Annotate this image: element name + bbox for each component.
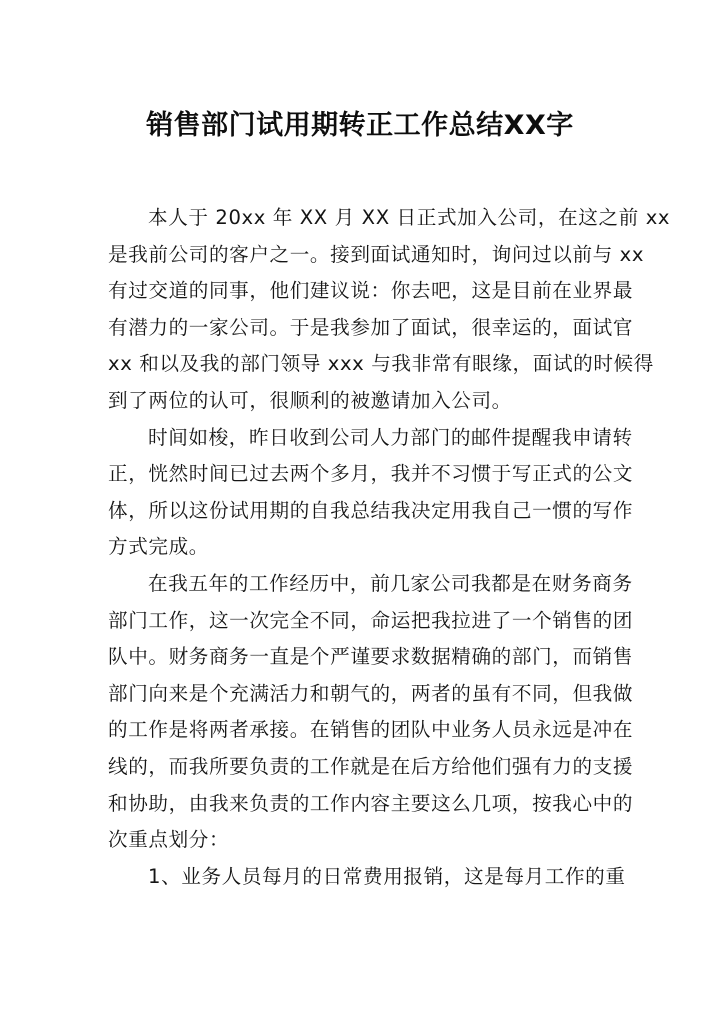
text-line: 有潜力的一家公司。于是我参加了面试，很幸运的，面试官: [108, 315, 634, 339]
text-line: 次重点划分：: [108, 828, 230, 852]
text-line: 在我五年的工作经历中，前几家公司我都是在财务商务: [148, 571, 633, 595]
text-line: 本人于 20xx 年 XX 月 XX 日正式加入公司，在这之前 xx: [148, 206, 671, 229]
text-line: 到了两位的认可，很顺利的被邀请加入公司。: [108, 388, 512, 412]
text-line: 有过交道的同事，他们建议说：你去吧，这是目前在业界最: [108, 279, 634, 303]
text-line: 和协助，由我来负责的工作内容主要这么几项，按我心中的: [108, 791, 634, 815]
paragraph-experience: [108, 566, 634, 859]
text-line: 正，恍然时间已过去两个多月，我并不习惯于写正式的公文: [108, 462, 634, 486]
text-line: 是我前公司的客户之一。接到面试通知时，询问过以前与 xx: [108, 242, 645, 266]
text-line: 时间如梭，昨日收到公司人力部门的邮件提醒我申请转: [148, 425, 633, 449]
document-body: [108, 200, 671, 895]
document-title: 销售部门试用期转正工作总结XX字: [146, 110, 574, 141]
text-line: 线的，而我所要负责的工作就是在后方给他们强有力的支援: [108, 754, 634, 778]
text-line: 方式完成。: [108, 535, 209, 559]
text-line: 部门向来是个充满活力和朝气的，两者的虽有不同，但我做: [108, 681, 634, 705]
text-line: 体，所以这份试用期的自我总结我决定用我自己一惯的写作: [108, 498, 634, 522]
text-line: 部门工作，这一次完全不同，命运把我拉进了一个销售的团: [108, 608, 634, 632]
paragraph-intro: [108, 200, 671, 420]
paragraph-time: [108, 420, 634, 566]
paragraph-item-1: [108, 859, 626, 896]
text-line: 1、业务人员每月的日常费用报销，这是每月工作的重: [148, 864, 626, 888]
text-line: 的工作是将两者承接。在销售的团队中业务人员永远是冲在: [108, 718, 634, 742]
text-line: 队中。财务商务一直是个严谨要求数据精确的部门，而销售: [108, 645, 634, 669]
text-line: xx 和以及我的部门领导 xxx 与我非常有眼缘，面试的时候得: [108, 352, 654, 376]
